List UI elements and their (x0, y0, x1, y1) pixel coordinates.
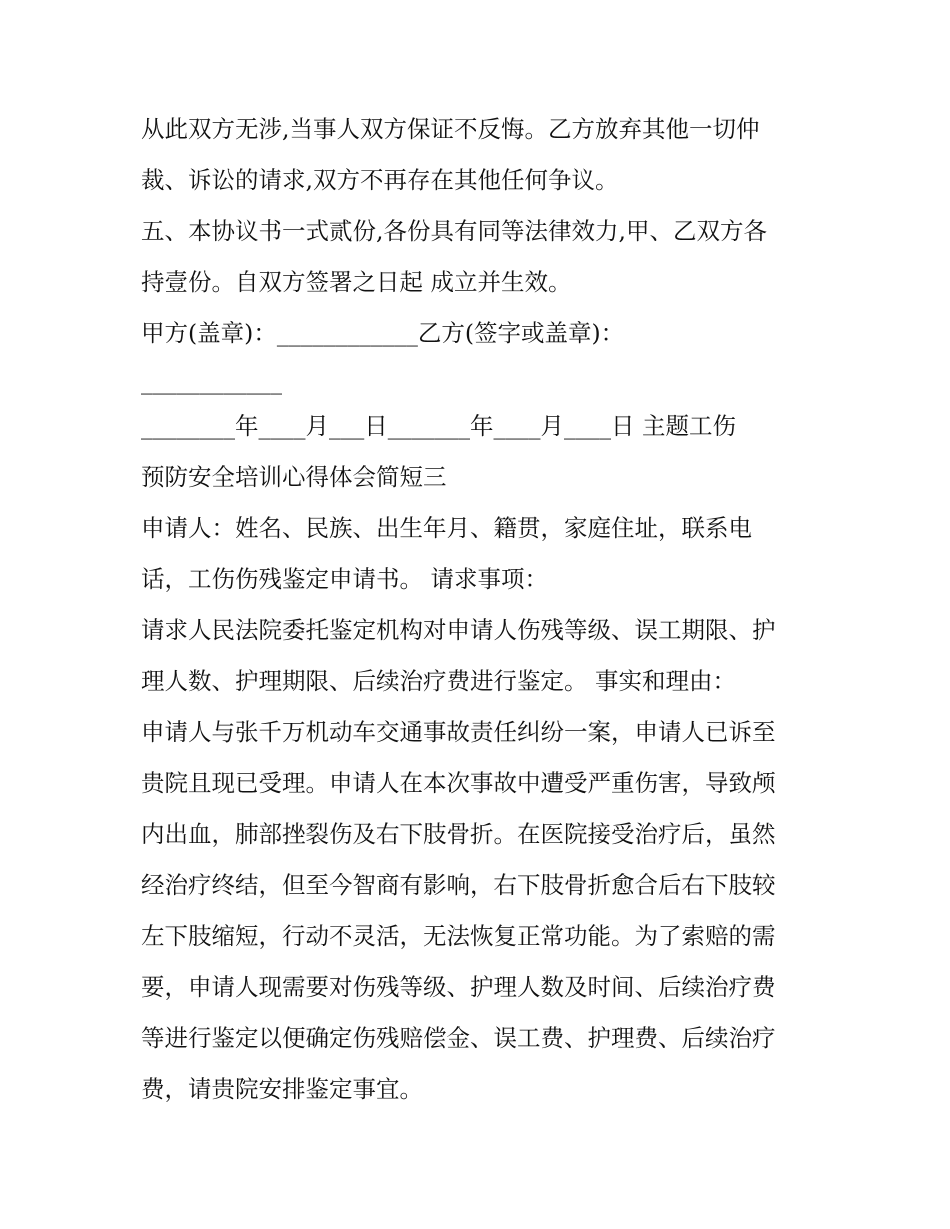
text-line: 理人数、护理期限、后续治疗费进行鉴定。 事实和理由： (141, 667, 736, 695)
text-line: 五、本协议书一式贰份,各份具有同等法律效力,甲、乙双方各 (141, 217, 767, 245)
date-line: ________年____月___日_______年____月____日 主题工伤 (141, 412, 736, 440)
text-line: 等进行鉴定以便确定伤残赔偿金、误工费、护理费、后续治疗 (141, 1024, 776, 1052)
text-line: 贵院且现已受理。申请人在本次事故中遭受严重伤害，导致颅 (141, 769, 776, 797)
text-line: 持壹份。自双方签署之日起 成立并生效。 (141, 268, 572, 296)
signature-blank: ____________ (141, 367, 282, 395)
text-line: 从此双方无涉,当事人双方保证不反悔。乙方放弃其他一切仲 (141, 115, 760, 143)
signature-line-party-a-b: 甲方(盖章)：____________乙方(签字或盖章)： (141, 319, 625, 347)
text-line: 申请人：姓名、民族、出生年月、籍贯，家庭住址，联系电 (141, 514, 752, 542)
text-line: 要，申请人现需要对伤残等级、护理人数及时间、后续治疗费 (141, 973, 776, 1001)
text-line: 裁、诉讼的请求,双方不再存在其他任何争议。 (141, 166, 619, 194)
text-line: 请求人民法院委托鉴定机构对申请人伤残等级、误工期限、护 (141, 616, 776, 644)
text-line: 费，请贵院安排鉴定事宜。 (141, 1075, 423, 1103)
text-line: 经治疗终结，但至今智商有影响，右下肢骨折愈合后右下肢较 (141, 871, 776, 899)
text-line: 话，工伤伤残鉴定申请书。 请求事项： (141, 565, 548, 593)
text-line: 申请人与张千万机动车交通事故责任纠纷一案，申请人已诉至 (141, 718, 776, 746)
section-title: 预防安全培训心得体会简短三 (141, 463, 447, 491)
text-line: 内出血，肺部挫裂伤及右下肢骨折。在医院接受治疗后，虽然 (141, 820, 776, 848)
text-line: 左下肢缩短，行动不灵活，无法恢复正常功能。为了索赔的需 (141, 922, 776, 950)
